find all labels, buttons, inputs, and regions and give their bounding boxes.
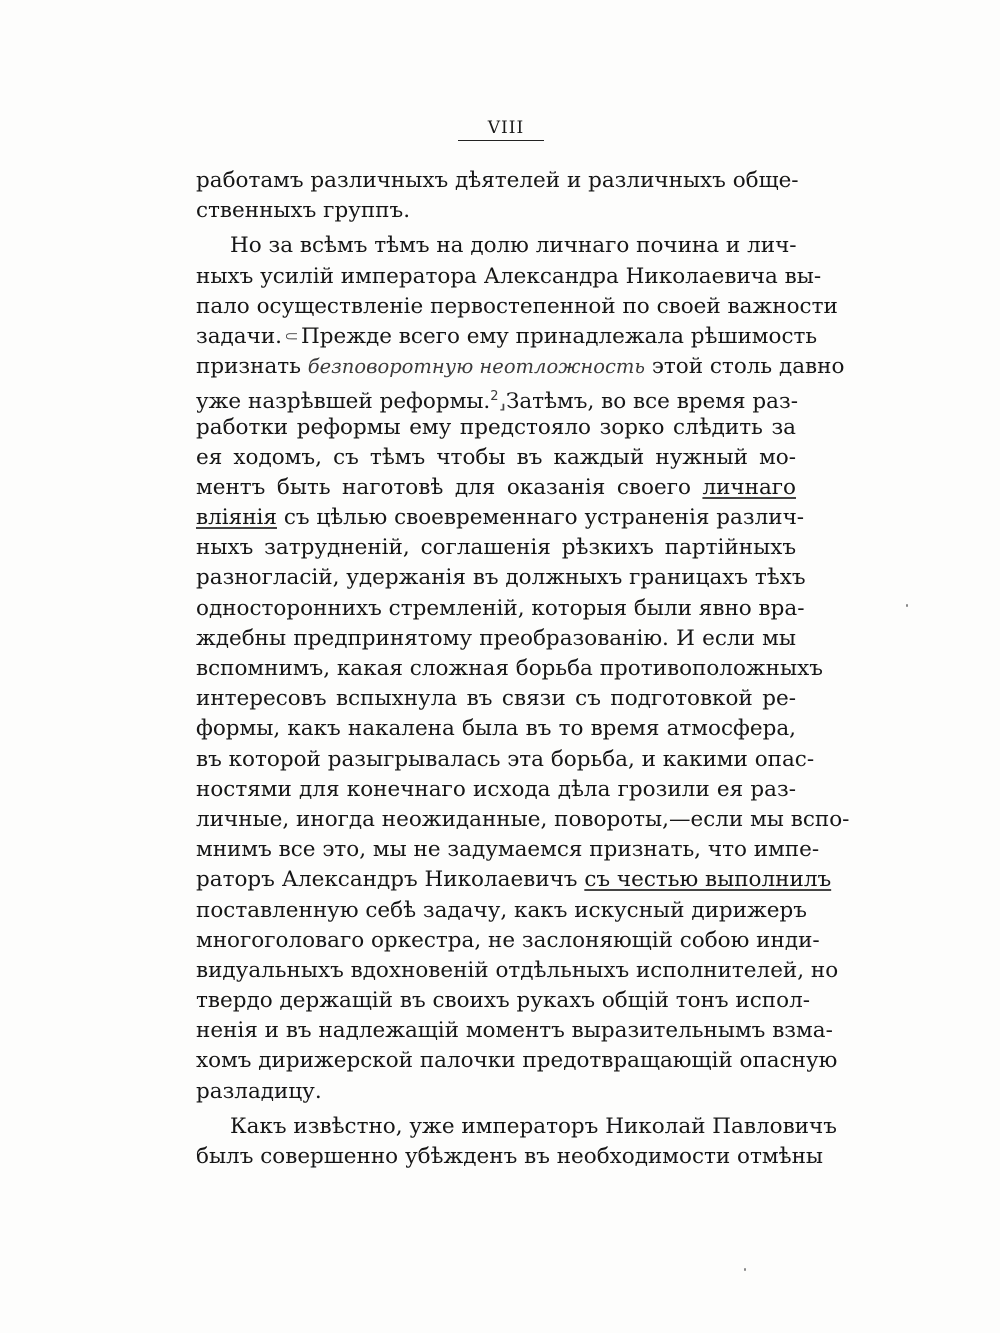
line-text: разладицу. <box>196 1078 322 1104</box>
text-line <box>196 775 796 805</box>
line-text-before: уже назрѣвшей реформы. <box>196 389 491 415</box>
underlined-text: съ честью выполнилъ <box>584 867 832 893</box>
text-line <box>196 714 796 744</box>
page-number-rule <box>458 140 544 141</box>
text-line <box>196 1046 838 1076</box>
body-text <box>196 166 850 1172</box>
paper-speck <box>906 604 908 607</box>
line-text: ственныхъ группъ. <box>196 198 411 224</box>
line-text: Какъ извѣстно, уже императоръ Николай Павловичъ <box>230 1113 837 1139</box>
text-line <box>196 624 796 654</box>
line-text: ностями для конечнаго исхода дѣла грозили ея раз- <box>196 776 796 802</box>
line-text: интересовъ вспыхнула въ связи съ подготовкой ре- <box>196 686 796 712</box>
line-text-after: съ цѣлью своевременнаго устраненія различ- <box>276 505 805 531</box>
text-line <box>196 594 805 624</box>
line-text: ждебны предпринятому преобразованію. И если мы <box>196 625 796 651</box>
text-line <box>196 865 832 895</box>
text-line <box>196 1016 833 1046</box>
underlined-text: личнаго <box>702 474 796 500</box>
text-line <box>196 503 805 533</box>
line-text: ныхъ затрудненій, соглашенія рѣзкихъ партійныхъ <box>196 535 796 561</box>
page-number: VIII <box>487 118 525 138</box>
handwritten-annotation: безповоротную неотложность <box>307 355 645 379</box>
text-line <box>196 533 796 563</box>
text-line <box>196 413 796 443</box>
text-line <box>196 835 820 865</box>
text-line <box>196 322 818 352</box>
text-line <box>196 1077 796 1107</box>
text-line <box>196 352 845 382</box>
line-text: формы, какъ накалена была въ то время атмосфера, <box>196 716 796 742</box>
line-text: работамъ различныхъ дѣятелей и различныхъ обще- <box>196 168 799 193</box>
text-line <box>196 196 796 226</box>
line-text: работки реформы ему предстояло зорко слѣдить за <box>196 414 796 440</box>
line-text-after: этой столь давно <box>645 354 845 380</box>
line-text-before: признать <box>196 354 308 380</box>
line-text: твердо держащій въ своихъ рукахъ общій тонъ испол- <box>196 988 810 1014</box>
line-text: личные, иногда неожиданные, повороты,—если мы вспо- <box>196 806 850 832</box>
line-text: ея ходомъ, съ тѣмъ чтобы въ каждый нужный мо- <box>196 444 796 470</box>
line-text: мнимъ все это, мы не задумаемся признать, что импе- <box>196 837 820 863</box>
text-line <box>196 382 798 415</box>
text-line <box>196 1112 837 1142</box>
paper-speck <box>744 1268 746 1271</box>
text-line <box>196 654 823 684</box>
line-text: одностороннихъ стремленій, которыя были явно вра- <box>196 595 805 621</box>
text-line <box>196 805 850 835</box>
underlined-text: вліянія <box>196 505 277 531</box>
line-text-after: Затѣмъ, во все время раз- <box>505 389 798 415</box>
text-line <box>196 956 839 986</box>
line-text-before: ментъ быть наготовѣ для оказанія своего <box>196 474 703 500</box>
text-line <box>196 231 796 261</box>
line-text-after: Прежде всего ему принадлежала рѣшимость <box>301 323 818 349</box>
line-text: пало осуществленіе первостепенной по своей важности <box>196 293 838 319</box>
text-line <box>196 473 796 503</box>
line-text: былъ совершенно убѣжденъ въ необходимости отмѣны <box>196 1144 824 1169</box>
text-line <box>196 896 807 926</box>
line-text: ныхъ усилій императора Александра Николаевича вы- <box>196 263 822 289</box>
text-line <box>196 563 806 593</box>
text-line <box>196 986 810 1016</box>
line-text: разногласій, удержанія въ должныхъ границахъ тѣхъ <box>196 565 806 591</box>
line-text: видуальныхъ вдохновеній отдѣльныхъ исполнителей, но <box>196 957 839 983</box>
line-text: многоголоваго оркестра, не заслоняющій собою инди- <box>196 927 820 953</box>
line-text: въ которой разыгрывалась эта борьба, и какими опас- <box>196 746 815 772</box>
text-line <box>196 684 796 714</box>
bracket-mark: ⸥ <box>498 391 506 414</box>
text-line <box>196 262 822 292</box>
footnote-marker: 2 <box>490 389 499 405</box>
text-line <box>196 443 796 473</box>
text-line <box>196 926 820 956</box>
line-text-before: задачи. <box>196 323 282 349</box>
line-text: хомъ дирижерской палочки предотвращающій опасную <box>196 1048 838 1074</box>
text-line <box>196 745 815 775</box>
line-text: ненія и въ надлежащій моментъ выразительнымъ взма- <box>196 1018 833 1044</box>
text-line <box>196 166 799 196</box>
line-text: Но за всѣмъ тѣмъ на долю личнаго почина и лич- <box>230 233 797 259</box>
line-text-before: раторъ Александръ Николаевичъ <box>196 867 585 893</box>
text-line <box>196 292 838 322</box>
bracket-mark: ⸦ <box>281 325 301 348</box>
text-line <box>196 1142 824 1172</box>
line-text: вспомнимъ, какая сложная борьба противоположныхъ <box>196 656 823 681</box>
line-text: поставленную себѣ задачу, какъ искусный дирижеръ <box>196 897 807 923</box>
